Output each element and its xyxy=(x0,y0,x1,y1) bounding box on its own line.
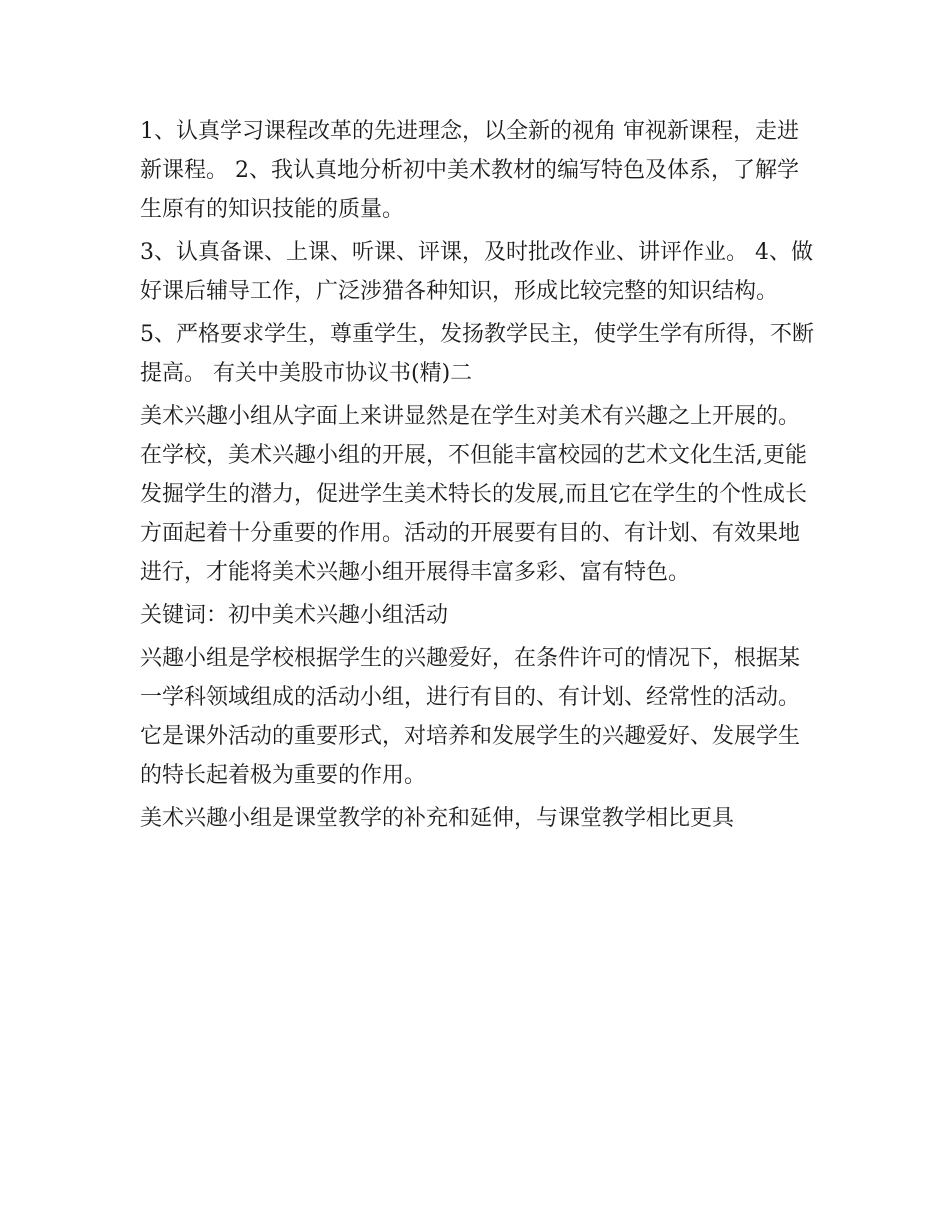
paragraph-5: 兴趣小组是学校根据学生的兴趣爱好，在条件许可的情况下，根据某一学科领域组成的活动小组，进行有目的、有计划、经常性的活动。它是课外活动的重要形式，对培养和发展学生的兴趣爱好、发展学生的特长起着极为重要的作用。 xyxy=(140,646,801,788)
keywords-line: 关键词：初中美术兴趣小组活动 xyxy=(140,603,449,628)
paragraph-4: 美术兴趣小组从字面上来讲显然是在学生对美术有兴趣之上开展的。在学校，美术兴趣小组的开展，不但能丰富校园的艺术文化生活,更能发掘学生的潜力，促进学生美术特长的发展,而且它在学生的个性成长方面起着十分重要的作用。活动的开展要有目的、有计划、有效果地进行，才能将美术兴趣小组开展得丰富多彩、富有特色。 xyxy=(140,404,807,585)
paragraph-2: 3、认真备课、上课、听课、评课，及时批改作业、讲评作业。 4、做好课后辅导工作，广泛涉猎各种知识，形成比较完整的知识结构。 xyxy=(140,240,813,304)
paragraph-3: 5、严格要求学生，尊重学生，发扬教学民主，使学生学有所得，不断提高。 有关中美股市协议书(精)二 xyxy=(140,322,814,386)
paragraph-1: 1、认真学习课程改革的先进理念，以全新的视角 审视新课程，走进新课程。 2、我认真地分析初中美术教材的编写特色及体系，了解学生原有的知识技能的质量。 xyxy=(140,119,799,222)
paragraph-6: 美术兴趣小组是课堂教学的补充和延伸，与课堂教学相比更具 xyxy=(140,806,735,831)
document-body xyxy=(140,112,820,842)
